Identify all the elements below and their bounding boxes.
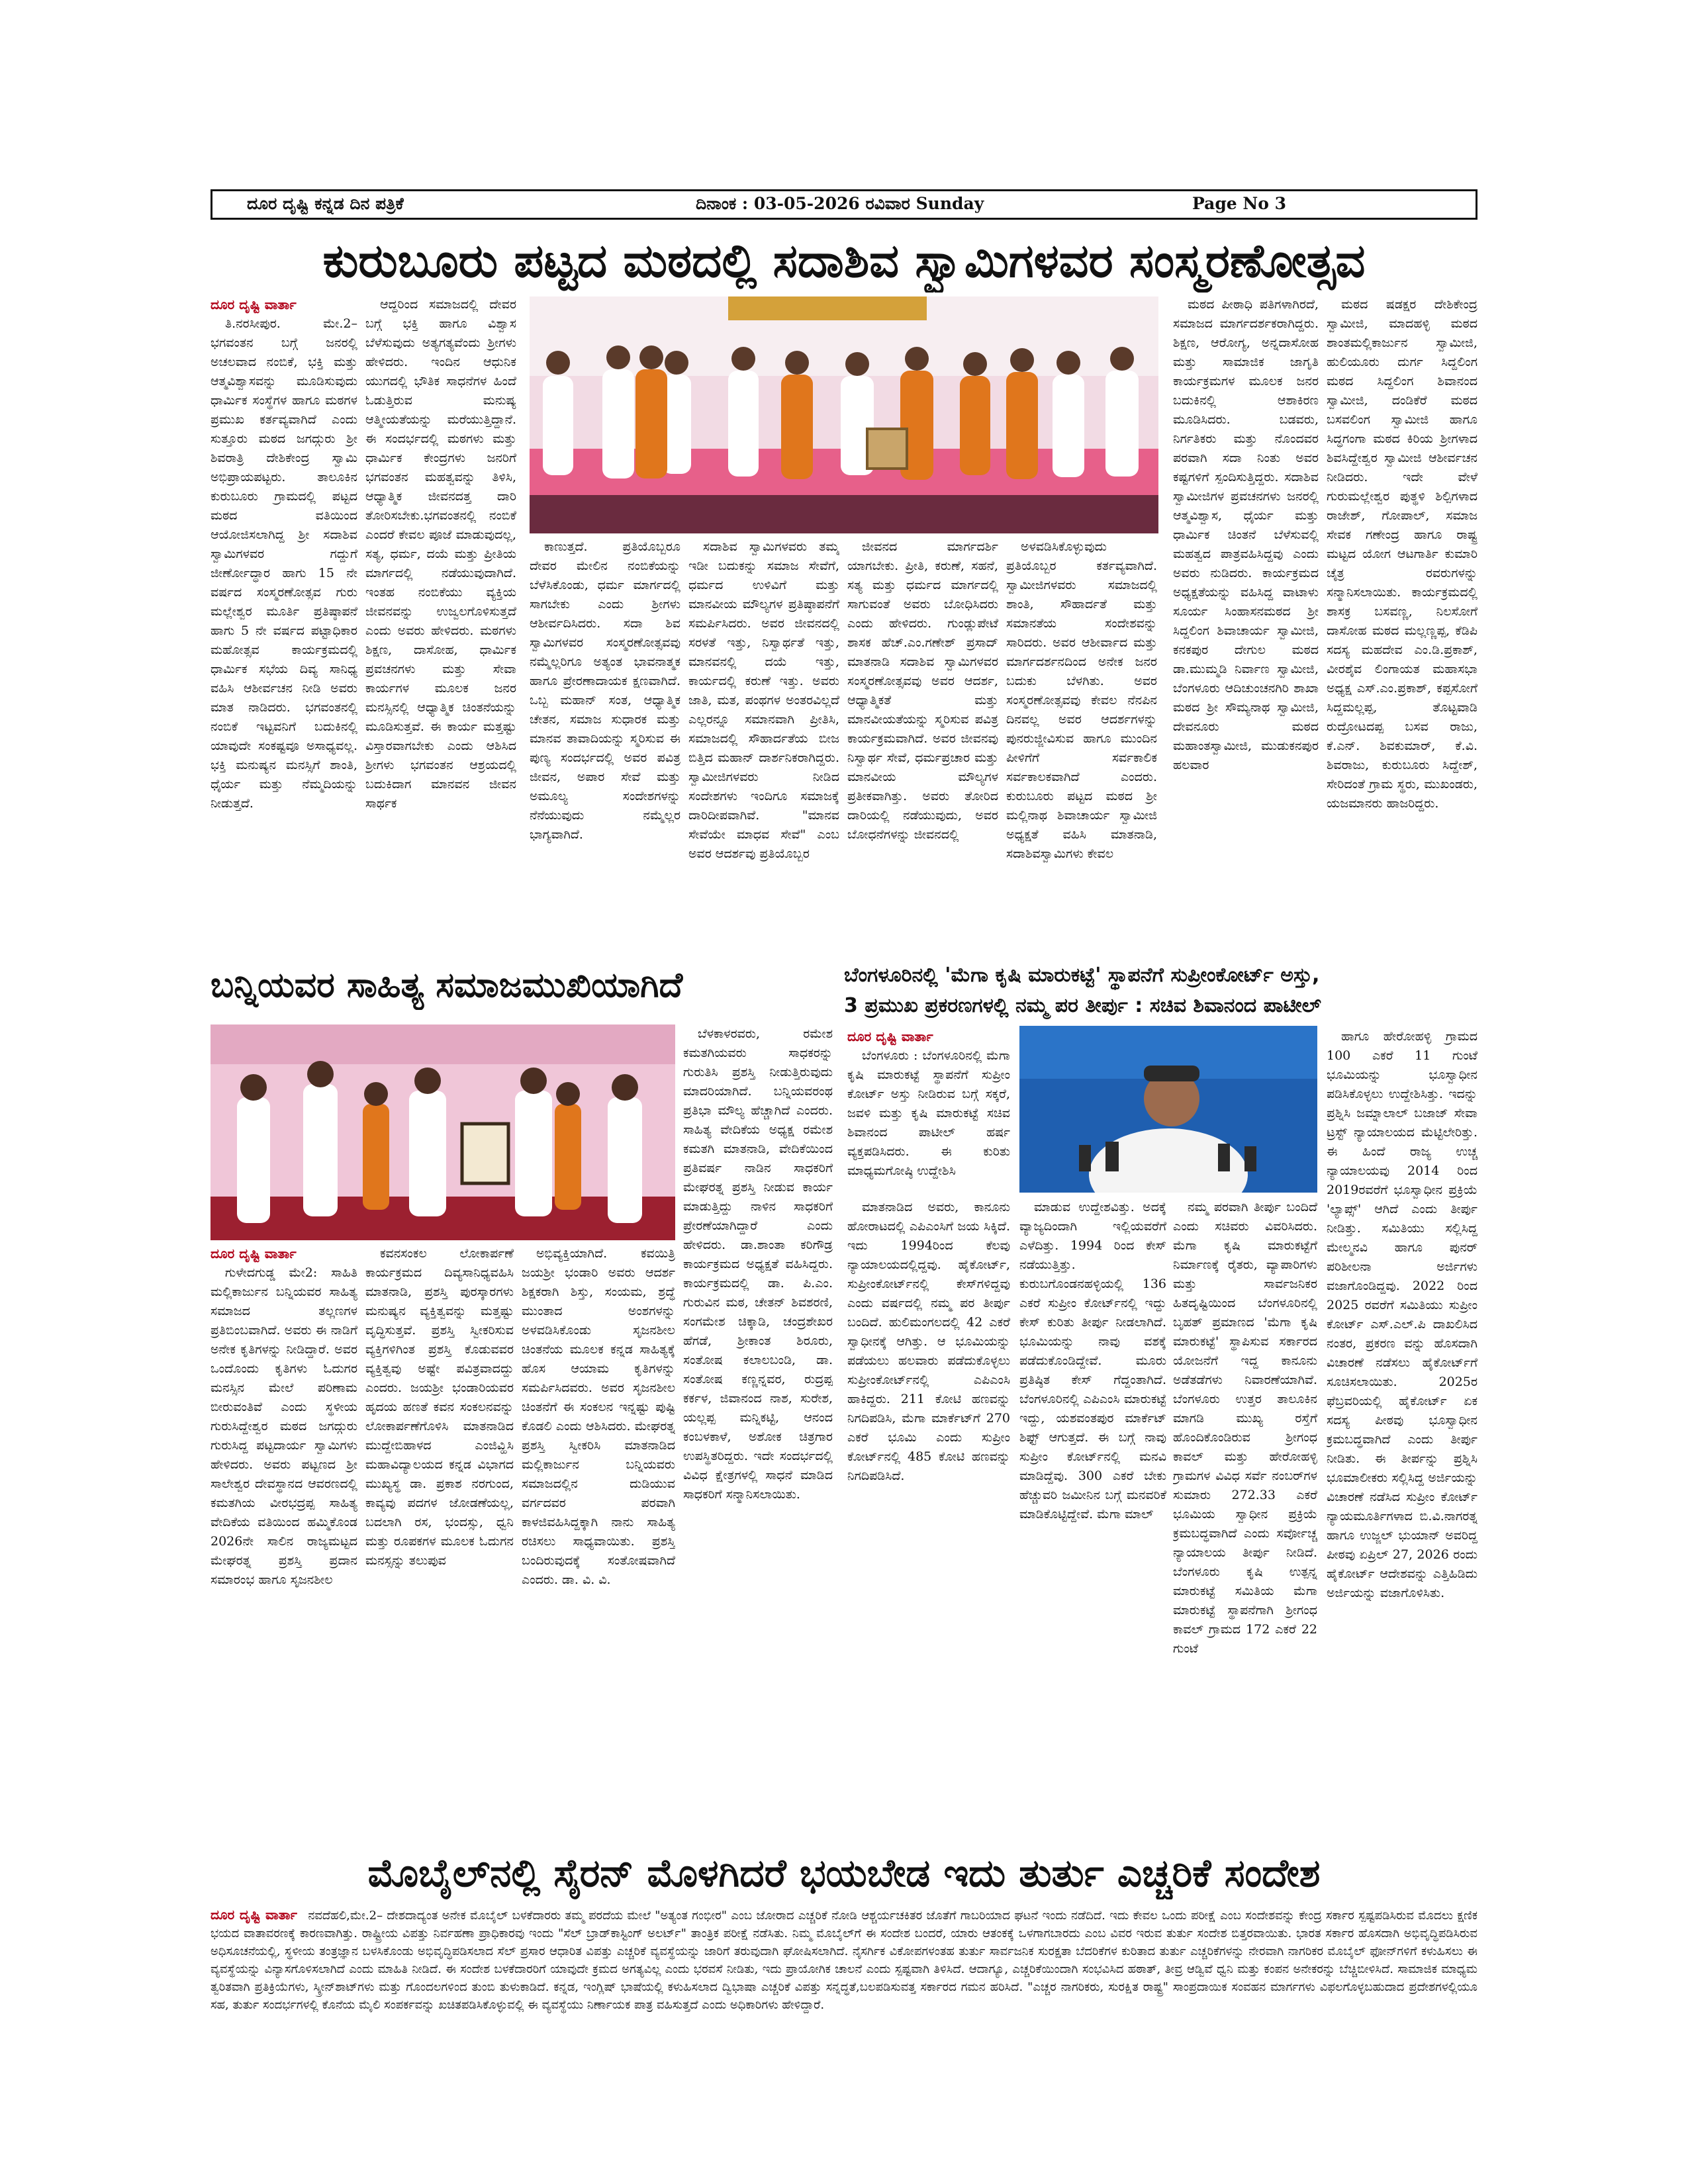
article3-column-2	[1019, 1198, 1166, 1833]
article3-column-3	[1173, 1198, 1317, 1833]
article3-column-1-top	[847, 1027, 1010, 1194]
article3-headline-line1: ಬೆಂಗಳೂರಿನಲ್ಲಿ 'ಮೆಗಾ ಕೃಷಿ ಮಾರುಕಟ್ಟೆ' ಸ್ಥಾಪನೆಗೆ ಸುಪ್ರೀಂಕೋರ್ಟ್ ಅಸ್ತು,	[844, 964, 1320, 987]
article3-headline-line2: 3 ಪ್ರಮುಖ ಪ್ರಕರಣಗಳಲ್ಲಿ ನಮ್ಮ ಪರ ತೀರ್ಪು : ಸಚಿವ ಶಿವಾನಂದ ಪಾಟೀಲ್	[844, 994, 1321, 1017]
article1-text-5: ಜೀವನದ ಮಾರ್ಗದರ್ಶಿ ಯಾಗಬೇಕು. ಪ್ರೀತಿ, ಕರುಣೆ, ಸಹನೆ, ಸತ್ಯ ಮತ್ತು ಧರ್ಮದ ಮಾರ್ಗದಲ್ಲಿ ಸಾಗುವಂತೆ ಅವರು ಬೋಧಿಸಿದರು ಎಂದು ಹೇಳಿದರು. ಗುಂಡ್ಲುಪೇಟೆ ಶಾಸಕ ಹೆಚ್.ಎಂ.ಗಣೇಶ್ ಪ್ರಸಾದ್ ಮಾತನಾಡಿ ಸದಾಶಿವ ಸ್ವಾಮಿಗಳವರ ಸಂಸ್ಮರಣೋತ್ಸವವು ಅವರ ಆದರ್ಶ, ಆಧ್ಯಾತ್ಮಿಕತೆ ಮತ್ತು ಮಾನವೀಯತೆಯನ್ನು ಸ್ಮರಿಸುವ ಪವಿತ್ರ ಕಾರ್ಯಕ್ರಮವಾಗಿದೆ. ಅವರ ಜೀವನವು ನಿಸ್ವಾರ್ಥ ಸೇವೆ, ಧರ್ಮಪ್ರಚಾರ ಮತ್ತು ಮಾನವೀಯ ಮೌಲ್ಯಗಳ ಪ್ರತೀಕವಾಗಿತ್ತು. ಅವರು ತೋರಿದ ದಾರಿಯಲ್ಲಿ ನಡೆಯುವುದು, ಅವರ ಬೋಧನೆಗಳನ್ನು ಜೀವನದಲ್ಲಿ	[847, 539, 998, 842]
article1-column-3	[530, 537, 680, 953]
article2-column-1	[211, 1244, 357, 1833]
article3-byline: ದೂರ ದೃಷ್ಟಿ ವಾರ್ತಾ	[847, 1028, 933, 1044]
press-meet-photo-graphic	[1019, 1026, 1317, 1193]
article3-text-4: ಹಾಗೂ ಹೇರೋಹಳ್ಳಿ ಗ್ರಾಮದ 100 ಎಕರೆ 11 ಗುಂಟೆ ಭೂಮಿಯನ್ನು ಭೂಸ್ವಾಧೀನ ಪಡಿಸಿಕೊಳ್ಳಲು ಉದ್ದೇಶಿಸಿತ್ತು. ಇದನ್ನು ಪ್ರಶ್ನಿಸಿ ಜಮ್ನಾಲಾಲ್ ಬಜಾಜ್ ಸೇವಾ ಟ್ರಸ್ಟ್ ನ್ಯಾಯಾಲಯದ ಮೆಟ್ಟಿಲೇರಿತ್ತು. ಈ ಹಿಂದೆ ರಾಜ್ಯ ಉಚ್ಚ ನ್ಯಾಯಾಲಯವು 2014 ರಿಂದ 2019ರವರೆಗೆ ಭೂಸ್ವಾಧೀನ ಪ್ರಕ್ರಿಯೆ 'ಲ್ಯಾಪ್ಸ್' ಆಗಿದೆ ಎಂದು ತೀರ್ಪು ನೀಡಿತ್ತು. ಸಮಿತಿಯು ಸಲ್ಲಿಸಿದ್ದ ಮೇಲ್ಮನವಿ ಹಾಗೂ ಪುನರ್ ಪರಿಶೀಲನಾ ಅರ್ಜಿಗಳು ವಜಾಗೊಂಡಿದ್ದವು. 2022 ರಿಂದ 2025 ರವರೆಗೆ ಸಮಿತಿಯು ಸುಪ್ರೀಂ ಕೋರ್ಟ್ ಎಸ್.ಎಲ್.ಪಿ ದಾಖಲಿಸಿದ ನಂತರ, ಪ್ರಕರಣ ವನ್ನು ಹೊಸದಾಗಿ ವಿಚಾರಣೆ ನಡೆಸಲು ಹೈಕೋರ್ಟ್‌ಗೆ ಸೂಚಿಸಲಾಯಿತು. 2025ರ ಫೆಬ್ರವರಿಯಲ್ಲಿ ಹೈಕೋರ್ಟ್ ಏಕ ಸದಸ್ಯ ಪೀಠವು ಭೂಸ್ವಾಧೀನ ಕ್ರಮಬದ್ಧವಾಗಿದೆ ಎಂದು ತೀರ್ಪು ನೀಡಿತು. ಈ ತೀರ್ಪನ್ನು ಪ್ರಶ್ನಿಸಿ ಭೂಮಾಲೀಕರು ಸಲ್ಲಿಸಿದ್ದ ಅರ್ಜಿಯನ್ನು ವಿಚಾರಣೆ ನಡೆಸಿದ ಸುಪ್ರೀಂ ಕೋರ್ಟ್ ನ್ಯಾಯಮೂರ್ತಿಗಳಾದ ಬಿ.ವಿ.ನಾಗರತ್ನ ಹಾಗೂ ಉಜ್ಜಲ್ ಭುಯಾನ್ ಅವರಿದ್ದ ಪೀಠವು ಏಪ್ರಿಲ್ 27, 2026 ರಂದು ಹೈಕೋರ್ಟ್ ಆದೇಶವನ್ನು ಎತ್ತಿಹಿಡಿದು ಅರ್ಜಿಯನ್ನು ವಜಾಗೊಳಿಸಿತು.	[1327, 1029, 1477, 1600]
article1-column-7	[1173, 295, 1319, 953]
paper-name: ದೂರ ದೃಷ್ಟಿ ಕನ್ನಡ ದಿನ ಪತ್ರಿಕೆ	[247, 194, 404, 213]
award-photo-graphic	[211, 1024, 675, 1240]
masthead-bar	[211, 189, 1477, 220]
article4-text: ನವದೆಹಲಿ,ಮೇ.2– ದೇಶದಾದ್ಯಂತ ಅನೇಕ ಮೊಬೈಲ್ ಬಳಕೆದಾರರು ತಮ್ಮ ಪರದೆಯ ಮೇಲೆ "ಅತ್ಯಂತ ಗಂಭೀರ" ಎಂಬ ಜೋರಾದ ಎಚ್ಚರಿಕೆ ನೋಡಿ ಆಶ್ಚರ್ಯಚಕಿತರ ಜೊತೆಗೆ ಗಾಬರಿಯಾದ ಘಟನೆ ಇಂದು ನಡೆದಿದೆ. ಇದು ಕೇವಲ ಒಂದು ಪರೀಕ್ಷೆ ಎಂಬ ಸಂದೇಶವನ್ನು ಕೇಂದ್ರ ಸರ್ಕಾರ ಸ್ಪಷ್ಟಪಡಿಸಿರುವ ಮೊದಲು ಕ್ಷಣಿಕ ಭಯದ ವಾತಾವರಣಕ್ಕೆ ಕಾರಣವಾಗಿತ್ತು. ರಾಷ್ಟ್ರೀಯ ವಿಪತ್ತು ನಿರ್ವಹಣಾ ಪ್ರಾಧಿಕಾರವು ಇಂದು "ಸೆಲ್ ಬ್ರಾಡ್‌ಕಾಸ್ಟಿಂಗ್ ಅಲರ್ಟ್" ತಾಂತ್ರಿಕ ಪರೀಕ್ಷೆ ನಡೆಸಿತು. ನಿಮ್ಮ ಮೊಬೈಲ್‌ಗೆ ಈ ಸಂದೇಶ ಬಂದರೆ, ಯಾರು ಆತಂಕಕ್ಕೆ ಒಳಗಾಗಬಾರದು ಎಂಬ ವಿವರ ಇರುವ ತುರ್ತು ಸಂದೇಶ ಬಿತ್ತರವಾಯಿತು. ಭಾರತ ಸರ್ಕಾರ ಹೊಸದಾಗಿ ಅಭಿವೃದ್ಧಿಪಡಿಸಿರುವ ಅಧಿಸೂಚನೆಯಲ್ಲಿ, ಸ್ಥಳೀಯ ತಂತ್ರಜ್ಞಾನ ಬಳಸಿಕೊಂಡು ಅಭಿವೃದ್ಧಿಪಡಿಸಲಾದ ಸೆಲ್ ಪ್ರಸಾರ ಆಧಾರಿತ ವಿಪತ್ತು ಎಚ್ಚರಿಕೆ ವ್ಯವಸ್ಥೆಯನ್ನು ಜಾರಿಗೆ ತರುವುದಾಗಿ ಘೋಷಿಸಲಾಗಿದೆ. ನೈಸರ್ಗಿಕ ವಿಕೋಪಗಳಂತಹ ತುರ್ತು ಸಾರ್ವಜನಿಕ ಸುರಕ್ಷತಾ ಬೆದರಿಕೆಗಳ ಕುರಿತಾದ ತುರ್ತು ಎಚ್ಚರಿಕೆಗಳನ್ನು ನೇರವಾಗಿ ನಾಗರಿಕರ ಮೊಬೈಲ್ ಫೋನ್‌ಗಳಿಗೆ ಕಳುಹಿಸಲು ಈ ವ್ಯವಸ್ಥೆಯನ್ನು ವಿನ್ಯಾಸಗೊಳಿಸಲಾಗಿದೆ ಎಂದು ಮಾಹಿತಿ ನೀಡಿದೆ. ಈ ಸಂದೇಶ ಬಳಕೆದಾರರಿಗೆ ಯಾವುದೇ ಕ್ರಮದ ಅಗತ್ಯವಿಲ್ಲ ಎಂದು ಭರವಸೆ ನೀಡಿತು, ಇದು ಪ್ರಾಯೋಗಿಕ ಚಾಲನೆ ಎಂದು ಸ್ಪಷ್ಟವಾಗಿ ತಿಳಿಸಿದೆ. ಆದಾಗ್ಯೂ, ಎಚ್ಚರಿಕೆಯಿಂದಾಗಿ ಸಂಭವಿಸಿದ ಹಠಾತ್, ತೀವ್ರ ಆಡ್ವಿವೆ ಧ್ವನಿ ಮತ್ತು ಕಂಪನ ಅನೇಕರನ್ನು ಬೆಚ್ಚಿಬೀಳಿಸಿದೆ. ಸಾಮಾಜಿಕ ಮಾಧ್ಯಮ ತ್ವರಿತವಾಗಿ ಪ್ರತಿಕ್ರಿಯೆಗಳು, ಸ್ಕ್ರೀನ್‌ಶಾಟ್‌ಗಳು ಮತ್ತು ಗೊಂದಲಗಳಿಂದ ತುಂಬಿ ತುಳುಕಾಡಿದೆ. ಕನ್ನಡ, ಇಂಗ್ಲಿಷ್ ಭಾಷೆಯಲ್ಲಿ ಕಳುಹಿಸಲಾದ ದ್ವಿಭಾಷಾ ಎಚ್ಚರಿಕೆ ವಿಪತ್ತು ಸನ್ನದ್ಧತೆ,ಬಲಪಡಿಸುವತ್ತ ಸರ್ಕಾರದ ಗಮನ ಹರಿಸಿದೆ. "ಎಚ್ಚರ ನಾಗರಿಕರು, ಸುರಕ್ಷಿತ ರಾಷ್ಟ್ರ" ಸಾಂಪ್ರದಾಯಿಕ ಸಂವಹನ ಮಾರ್ಗಗಳು ವಿಫಲಗೊಳ್ಳಬಹುದಾದ ಪ್ರದೇಶಗಳಲ್ಲಿಯೂ ಸಹ, ತುರ್ತು ಸಂದರ್ಭಗಳಲ್ಲಿ ಕೊನೆಯ ಮೈಲಿ ಸಂಪರ್ಕವನ್ನು ಖಚಿತಪಡಿಸಿಕೊಳ್ಳುವಲ್ಲಿ ಈ ವ್ಯವಸ್ಥೆಯು ನಿರ್ಣಾಯಕ ಪಾತ್ರ ವಹಿಸುತ್ತದೆ ಎಂದು ಅಧಿಕಾರಿಗಳು ಹೇಳಿದ್ದಾರೆ.	[211, 1909, 1477, 2012]
article4-byline: ದೂರ ದೃಷ್ಟಿ ವಾರ್ತಾ	[211, 1907, 297, 1923]
award-photo	[211, 1024, 675, 1240]
article2-column-4	[683, 1024, 833, 1833]
article1-text-6: ಅಳವಡಿಸಿಕೊಳ್ಳುವುದು ಪ್ರತಿಯೊಬ್ಬರ ಕರ್ತವ್ಯವಾಗಿದೆ. ಸ್ವಾಮೀಜಿಗಳವರು ಸಮಾಜದಲ್ಲಿ ಶಾಂತಿ, ಸೌಹಾರ್ದತೆ ಮತ್ತು ಸಮಾನತೆಯ ಸಂದೇಶವನ್ನು ಸಾರಿದರು. ಅವರ ಆಶೀರ್ವಾದ ಮತ್ತು ಮಾರ್ಗದರ್ಶನದಿಂದ ಅನೇಕ ಜನರ ಬದುಕು ಬೆಳಗಿತು. ಅವರ ಸಂಸ್ಮರಣೋತ್ಸವವು ಕೇವಲ ನೆನಪಿನ ದಿನವಲ್ಲ ಅವರ ಆದರ್ಶಗಳನ್ನು ಪುನರುಜ್ಜೀವಿಸುವ ಹಾಗೂ ಮುಂದಿನ ಪೀಳಿಗೆಗೆ ಸರ್ವಕಾಲಿಕ ಸರ್ವಕಾಲಕವಾಗಿದೆ ಎಂದರು. ಕುರುಬೂರು ಪಟ್ಟದ ಮಠದ ಶ್ರೀ ಮಲ್ಲಿನಾಥ ಶಿವಾಚಾರ್ಯ ಸ್ವಾಮೀಜಿ ಅಧ್ಯಕ್ಷತೆ ವಹಿಸಿ ಮಾತನಾಡಿ, ಸದಾಶಿವಸ್ವಾಮಿಗಳು ಕೇವಲ	[1006, 539, 1157, 861]
article1-column-2	[365, 295, 516, 953]
article1-text-1: ತಿ.ನರಸೀಪುರ. ಮೇ.2– ಭಗವಂತನ ಬಗ್ಗೆ ಜನರಲ್ಲಿ ಅಚಲವಾದ ನಂಬಿಕೆ, ಭಕ್ತಿ ಮತ್ತು ಆತ್ಮವಿಶ್ವಾಸವನ್ನು ಮೂಡಿಸುವುದು ಧಾರ್ಮಿಕ ಸಂಸ್ಥೆಗಳ ಹಾಗೂ ಮಠಗಳ ಪ್ರಮುಖ ಕರ್ತವ್ಯವಾಗಿದೆ ಎಂದು ಸುತ್ತೂರು ಮಠದ ಜಗದ್ಗುರು ಶ್ರೀ ಶಿವರಾತ್ರಿ ದೇಶಿಕೇಂದ್ರ ಸ್ವಾಮಿ ಅಭಿಪ್ರಾಯಪಟ್ಟರು. ತಾಲೂಕಿನ ಕುರುಬೂರು ಗ್ರಾಮದಲ್ಲಿ ಪಟ್ಟದ ಮಠದ ವತಿಯಿಂದ ಆಯೋಜಿಸಲಾಗಿದ್ದ ಶ್ರೀ ಸದಾಶಿವ ಸ್ವಾಮಿಗಳವರ ಗದ್ದುಗೆ ಜೀರ್ಣೋದ್ಧಾರ ಹಾಗು 15 ನೇ ವರ್ಷದ ಸಂಸ್ಮರಣೋತ್ಸವ ಗುರು ಮಲ್ಲೇಶ್ವರ ಮೂರ್ತಿ ಪ್ರತಿಷ್ಠಾಪನೆ ಹಾಗು 5 ನೇ ವರ್ಷದ ಪಟ್ಟಾಧಿಕಾರ ಮಹೋತ್ಸವ ಕಾರ್ಯಕ್ರಮದಲ್ಲಿ ಧಾರ್ಮಿಕ ಸಭೆಯ ದಿವ್ಯ ಸಾನಿಧ್ಯ ವಹಿಸಿ ಆಶೀರ್ವಚನ ನೀಡಿ ಅವರು ಮಾತ ನಾಡಿದರು. ಭಗವಂತನಲ್ಲಿ ನಂಬಿಕೆ ಇಟ್ಟವನಿಗೆ ಬದುಕಿನಲ್ಲಿ ಯಾವುದೇ ಸಂಕಷ್ಟವೂ ಅಸಾಧ್ಯವಲ್ಲ. ಭಕ್ತಿ ಮನುಷ್ಯನ ಮನಸ್ಸಿಗೆ ಶಾಂತಿ, ಧೈರ್ಯ ಮತ್ತು ನೆಮ್ಮದಿಯನ್ನು ನೀಡುತ್ತದೆ.	[211, 316, 357, 811]
article4-headline: ಮೊಬೈಲ್‌ನಲ್ಲಿ ಸೈರನ್ ಮೊಳಗಿದರೆ ಭಯಬೇಡ ಇದು ತುರ್ತು ಎಚ್ಚರಿಕೆ ಸಂದೇಶ	[367, 1850, 1321, 1895]
event-photo-graphic	[530, 296, 1158, 533]
article1-text-7: ಮಠದ ಪೀಠಾಧಿ ಪತಿಗಳಾಗಿರದೆ, ಸಮಾಜದ ಮಾರ್ಗದರ್ಶಕರಾಗಿದ್ದರು. ಶಿಕ್ಷಣ, ಆರೋಗ್ಯ, ಅನ್ನದಾಸೋಹ ಮತ್ತು ಸಾಮಾಜಿಕ ಜಾಗೃತಿ ಕಾರ್ಯಕ್ರಮಗಳ ಮೂಲಕ ಜನರ ಬದುಕಿನಲ್ಲಿ ಆಶಾಕಿರಣ ಮೂಡಿಸಿದರು. ಬಡವರು, ನಿರ್ಗತಿಕರು ಮತ್ತು ನೊಂದವರ ಪರವಾಗಿ ಸದಾ ನಿಂತು ಅವರ ಕಷ್ಟಗಳಿಗೆ ಸ್ಪಂದಿಸುತ್ತಿದ್ದರು. ಸದಾಶಿವ ಸ್ವಾಮೀಜಿಗಳ ಪ್ರವಚನಗಳು ಜನರಲ್ಲಿ ಆತ್ಮವಿಶ್ವಾಸ, ಧೈರ್ಯ ಮತ್ತು ಧಾರ್ಮಿಕ ಚಿಂತನೆ ಬೆಳೆಸುವಲ್ಲಿ ಮಹತ್ವದ ಪಾತ್ರವಹಿಸಿದ್ದವು ಎಂದು ಅವರು ನುಡಿದರು. ಕಾರ್ಯಕ್ರಮದ ಅಧ್ಯಕ್ಷತೆಯನ್ನು ವಹಿಸಿದ್ದ ವಾಟಾಳು ಸೂರ್ಯ ಸಿಂಹಾಸನಮಠದ ಶ್ರೀ ಸಿದ್ದಲಿಂಗ ಶಿವಾಚಾರ್ಯ ಸ್ವಾಮೀಜಿ, ಕನಕಪುರ ದೇಗುಲ ಮಠದ ಡಾ.ಮುಮ್ಮಡಿ ನಿರ್ವಾಣ ಸ್ವಾಮೀಜಿ, ಬೆಂಗಳೂರು ಆದಿಚುಂಚನಗಿರಿ ಶಾಖಾ ಮಠದ ಶ್ರೀ ಸೌಮ್ಯನಾಥ ಸ್ವಾಮೀಜಿ, ದೇವನೂರು ಮಠದ ಮಹಾಂತಸ್ವಾಮೀಜಿ, ಮುಡುಕನಪುರ ಹಲವಾರ	[1173, 297, 1319, 772]
article1-column-1	[211, 295, 357, 953]
event-photo	[530, 296, 1158, 533]
article1-headline: ಕುರುಬೂರು ಪಟ್ಟದ ಮಠದಲ್ಲಿ ಸದಾಶಿವ ಸ್ವಾಮಿಗಳವರ ಸಂಸ್ಮರಣೋತ್ಸವ	[322, 234, 1366, 288]
article3-column-1	[847, 1198, 1010, 1833]
article1-text-4: ಸದಾಶಿವ ಸ್ವಾಮಿಗಳವರು ತಮ್ಮ ಇಡೀ ಬದುಕನ್ನು ಸಮಾಜ ಸೇವೆಗೆ, ಧರ್ಮದ ಉಳಿವಿಗೆ ಮತ್ತು ಮಾನವೀಯ ಮೌಲ್ಯಗಳ ಪ್ರತಿಷ್ಠಾಪನೆಗೆ ಸಮರ್ಪಿಸಿದರು. ಅವರ ಜೀವನದಲ್ಲಿ ಸರಳತೆ ಇತ್ತು, ನಿಸ್ವಾರ್ಥತೆ ಇತ್ತು, ಮಾನವನಲ್ಲಿ ದಯೆ ಇತ್ತು, ಕಾರ್ಯದಲ್ಲಿ ಕರುಣೆ ಇತ್ತು. ಅವರು ಜಾತಿ, ಮತ, ಪಂಥಗಳ ಅಂತರವಿಲ್ಲದೆ ಎಲ್ಲರನ್ನೂ ಸಮಾನವಾಗಿ ಪ್ರೀತಿಸಿ, ಸಮಾಜದಲ್ಲಿ ಸೌಹಾರ್ದತೆಯ ಬೀಜ ಬಿತ್ತಿದ ಮಹಾನ್ ದಾರ್ಶನಿಕರಾಗಿದ್ದರು. ಸ್ವಾಮೀಜಿಗಳವರು ನೀಡಿದ ಸಂದೇಶಗಳು ಇಂದಿಗೂ ಸಮಾಜಕ್ಕೆ ದಾರಿದೀಪವಾಗಿವೆ. "ಮಾನವ ಸೇವೆಯೇ ಮಾಧವ ಸೇವೆ" ಎಂಬ ಅವರ ಆದರ್ಶವು ಪ್ರತಿಯೊಬ್ಬರ	[688, 539, 839, 861]
article2-column-3	[522, 1244, 675, 1833]
article1-column-6	[1006, 537, 1157, 953]
article2-column-2	[365, 1244, 514, 1833]
article3-text-3: ನಮ್ಮ ಪರವಾಗಿ ತೀರ್ಪು ಬಂದಿದೆ ಎಂದು ಸಚಿವರು ವಿವರಿಸಿದರು. ಮೆಗಾ ಕೃಷಿ ಮಾರುಕಟ್ಟೆಗೆ ನಿರ್ಮಾಣಕ್ಕೆ ರೈತರು, ವ್ಯಾಪಾರಿಗಳು ಮತ್ತು ಸಾರ್ವಜನಿಕರ ಹಿತದೃಷ್ಟಿಯಿಂದ ಬೆಂಗಳೂರಿನಲ್ಲಿ ಬೃಹತ್ ಪ್ರಮಾಣದ 'ಮೆಗಾ ಕೃಷಿ ಮಾರುಕಟ್ಟೆ' ಸ್ಥಾಪಿಸುವ ಸರ್ಕಾರದ ಯೋಜನೆಗೆ ಇದ್ದ ಕಾನೂನು ಅಡೆತಡೆಗಳು ನಿವಾರಣೆಯಾಗಿವೆ. ಬೆಂಗಳೂರು ಉತ್ತರ ತಾಲೂಕಿನ ಮಾಗಡಿ ಮುಖ್ಯ ರಸ್ತೆಗೆ ಹೊಂದಿಕೊಂಡಿರುವ ಶ್ರೀಗಂಧ ಕಾವಲ್ ಮತ್ತು ಹೇರೋಹಳ್ಳಿ ಗ್ರಾಮಗಳ ವಿವಿಧ ಸರ್ವೆ ನಂಬರ್‌ಗಳ ಸುಮಾರು 272.33 ಎಕರೆ ಭೂಮಿಯ ಸ್ವಾಧೀನ ಪ್ರಕ್ರಿಯೆ ಕ್ರಮಬದ್ಧವಾಗಿದೆ ಎಂದು ಸರ್ವೋಚ್ಚ ನ್ಯಾಯಾಲಯ ತೀರ್ಪು ನೀಡಿದೆ. ಬೆಂಗಳೂರು ಕೃಷಿ ಉತ್ಪನ್ನ ಮಾರುಕಟ್ಟೆ ಸಮಿತಿಯ ಮೆಗಾ ಮಾರುಕಟ್ಟೆ ಸ್ಥಾಪನೆಗಾಗಿ ಶ್ರೀಗಂಧ ಕಾವಲ್ ಗ್ರಾಮದ 172 ಎಕರೆ 22 ಗುಂಟೆ	[1173, 1200, 1317, 1656]
article3-text-2: ಮಾಡುವ ಉದ್ದೇಶವಿತ್ತು. ಅದಕ್ಕೆ ವ್ಯಾಜ್ಯದಿಂದಾಗಿ ಇಲ್ಲಿಯವರೆಗೆ ಎಳೆದಿತ್ತು. 1994 ರಿಂದ ಕೇಸ್ ನಡೆಯುತ್ತಿತ್ತು. ಕುರುಬಗೊಂಡನಹಳ್ಳಿಯಲ್ಲಿ 136 ಎಕರೆ ಸುಪ್ರೀಂ ಕೋರ್ಟ್‌ನಲ್ಲಿ ಇದ್ದು ಕೇಸ್‌ ಕುರಿತು ತೀರ್ಪು ನೀಡಲಾಗಿದೆ. ಭೂಮಿಯನ್ನು ನಾವು ವಶಕ್ಕೆ ಪಡೆದುಕೊಂಡಿದ್ದೇವೆ. ಮೂರು ಪ್ರತಿಷ್ಠಿತ ಕೇಸ್ ಗೆದ್ದಂತಾಗಿದೆ. ಬೆಂಗಳೂರಿನಲ್ಲಿ ಎಪಿಎಂಸಿ ಮಾರುಕಟ್ಟೆ ಇದ್ದು, ಯಶವಂತಪುರ ಮಾರ್ಕೆಟ್ ಶಿಫ್ಟ್ ಆಗುತ್ತದೆ. ಈ ಬಗ್ಗೆ ನಾವು ಸುಪ್ರೀಂ ಕೋರ್ಟ್‌ನಲ್ಲಿ ಮನವಿ ಮಾಡಿದ್ದೆವು. 300 ಎಕರೆ ಬೇಕು ಹೆಚ್ಚುವರಿ ಜಮೀನಿನ ಬಗ್ಗೆ ಮನವರಿಕೆ ಮಾಡಿಕೊಟ್ಟಿದ್ದೇವೆ. ಮೆಗಾ ಮಾಲ್	[1019, 1200, 1166, 1522]
press-meet-photo	[1019, 1026, 1317, 1193]
article1-byline: ದೂರ ದೃಷ್ಟಿ ವಾರ್ತಾ	[211, 296, 297, 312]
article1-column-8	[1327, 295, 1477, 953]
article1-text-8: ಮಠದ ಷಡಕ್ಷರ ದೇಶಿಕೇಂದ್ರ ಸ್ವಾಮೀಜಿ, ಮಾದಹಳ್ಳಿ ಮಠದ ಶಾಂತಮಲ್ಲಿಕಾರ್ಜುನ ಸ್ವಾಮೀಜಿ, ಹುಲಿಯೂರು ದುರ್ಗ ಸಿದ್ದಲಿಂಗ ಮಠದ ಸಿದ್ದಲಿಂಗ ಶಿವಾನಂದ ಸ್ವಾಮೀಜಿ, ದಂಡಿಕೆರೆ ಮಠದ ಬಸವಲಿಂಗ ಸ್ವಾಮೀಜಿ ಹಾಗೂ ಸಿದ್ಧಗಂಗಾ ಮಠದ ಕಿರಿಯ ಶ್ರೀಗಳಾದ ಶಿವಸಿದ್ದೇಶ್ವರ ಸ್ವಾಮೀಜಿ ಆಶೀರ್ವಚನ ನೀಡಿದರು. ಇದೇ ವೇಳೆ ಗುರುಮಲ್ಲೇಶ್ವರ ಪುತ್ಥಳಿ ಶಿಲ್ಪಿಗಳಾದ ರಾಜೇಶ್, ಗೋಪಾಲ್, ಸಮಾಜ ಸೇವಕ ಗಣೇಂದ್ರ ಹಾಗೂ ರಾಷ್ಟ್ರ ಮಟ್ಟದ ಯೋಗ ಆಟಗಾರ್ತಿ ಕುಮಾರಿ ಚೈತ್ರ ರವರುಗಳನ್ನು ಸನ್ಮಾನಿಸಲಾಯಿತು. ಕಾರ್ಯಕ್ರಮದಲ್ಲಿ ಶಾಸಕ್ರ ಬಸವಣ್ಣ, ನಿಲಸೋಗೆ ದಾಸೋಹ ಮಠದ ಮಲ್ಲಣ್ಣಪ್ಪ, ಕೆಡಿಪಿ ಸದಸ್ಯ ಮಹದೇವ ಎಂ.ಡಿ.ಪ್ರಕಾಶ್, ವೀರಶೈವ ಲಿಂಗಾಯತ ಮಹಾಸಭಾ ಅಧ್ಯಕ್ಷ ಎಸ್.ಎಂ.ಪ್ರಕಾಶ್, ಕಪ್ಪಸೋಗೆ ಸಿದ್ದಮಲ್ಲಪ್ಪ, ತೊಟ್ಟವಾಡಿ ರುದ್ರೋಟದಪ್ಪ ಬಸವ ರಾಜು, ಕೆ.ಎನ್. ಶಿವಕುಮಾರ್, ಕೆ.ವಿ. ಶಿವರಾಜು, ಕುರುಬೂರು ಸಿದ್ದೇಶ್, ಸೇರಿದಂತೆ ಗ್ರಾಮ ಸ್ಥರು, ಮುಖಂಡರು, ಯಜಮಾನರು ಹಾಜರಿದ್ದರು.	[1327, 297, 1477, 811]
article2-text-3: ಅಭಿವ್ಯಕ್ತಿಯಾಗಿದೆ. ಕವಯಿತ್ರಿ ಜಯಶ್ರೀ ಭಂಡಾರಿ ಅವರು ಆದರ್ಶ ಶಿಕ್ಷಕರಾಗಿ ಶಿಸ್ತು, ಸಂಯಮ, ಶ್ರದ್ಧೆ ಮುಂತಾದ ಅಂಶಗಳನ್ನು ಅಳವಡಿಸಿಕೊಂಡು ಸೃಜನಶೀಲ ಚಿಂತನೆಯ ಮೂಲಕ ಕನ್ನಡ ಸಾಹಿತ್ಯಕ್ಕೆ ಹೊಸ ಆಯಾಮ ಕೃತಿಗಳನ್ನು ಸಮರ್ಪಿಸಿದವರು. ಅವರ ಸೃಜನಶೀಲ ಚಿಂತನೆಗೆ ಈ ಸಂಕಲನ ಇನ್ನಷ್ಟು ಪುಷ್ಟಿ ಕೊಡಲಿ ಎಂದು ಆಶಿಸಿದರು. ಮೇಘರತ್ನ ಪ್ರಶಸ್ತಿ ಸ್ವೀಕರಿಸಿ ಮಾತನಾಡಿದ ಮಲ್ಲಿಕಾರ್ಜುನ ಬನ್ನಿಯವರು ಸಮಾಜದಲ್ಲಿನ ದುಡಿಯುವ ವರ್ಗದವರ ಪರವಾಗಿ ಕಾಳಜಿವಹಿಸಿದ್ದಕ್ಕಾಗಿ ನಾನು ಸಾಹಿತ್ಯ ರಚಿಸಲು ಸಾಧ್ಯವಾಯಿತು. ಪ್ರಶಸ್ತಿ ಬಂದಿರುವುದಕ್ಕೆ ಸಂತೋಷವಾಗಿದೆ ಎಂದರು. ಡಾ. ವಿ. ವಿ.	[522, 1246, 675, 1587]
article4-body	[211, 1906, 1477, 2085]
article2-byline: ದೂರ ದೃಷ್ಟಿ ವಾರ್ತಾ	[211, 1246, 297, 1261]
page-number: Page No 3	[1192, 194, 1287, 213]
article2-text-1: ಗುಳೇದಗುಡ್ಡ ಮೇ2: ಸಾಹಿತಿ ಮಲ್ಲಿಕಾರ್ಜುನ ಬನ್ನಿಯವರ ಸಾಹಿತ್ಯ ಸಮಾಜದ ತಲ್ಲಣಗಳ ಪ್ರತಿಬಿಂಬವಾಗಿದೆ. ಅವರು ಈ ನಾಡಿಗೆ ಅನೇಕ ಕೃತಿಗಳನ್ನು ನೀಡಿದ್ದಾರೆ. ಅವರ ಒಂದೊಂದು ಕೃತಿಗಳು ಓದುಗರ ಮನಸ್ಸಿನ ಮೇಲೆ ಪರಿಣಾಮ ಬೀರುವಂತಿವೆ ಎಂದು ಸ್ಥಳೀಯ ಗುರುಸಿದ್ದೇಶ್ವರ ಮಠದ ಜಗದ್ಗುರು ಗುರುಸಿದ್ದ ಪಟ್ಟದಾರ್ಯ ಸ್ವಾಮಿಗಳು ಹೇಳಿದರು. ಅವರು ಪಟ್ಟಣದ ಶ್ರೀ ಸಾಲೇಶ್ವರ ದೇವಸ್ಥಾನದ ಆವರಣದಲ್ಲಿ ಕಮತಗಿಯ ವೀರಭದ್ರಪ್ಪ ಸಾಹಿತ್ಯ ವೇದಿಕೆಯ ವತಿಯಿಂದ ಹಮ್ಮಿಕೊಂಡ 2026ನೇ ಸಾಲಿನ ರಾಜ್ಯಮಟ್ಟದ ಮೇಘರತ್ನ ಪ್ರಶಸ್ತಿ ಪ್ರದಾನ ಸಮಾರಂಭ ಹಾಗೂ ಸೃಜನಶೀಲ	[211, 1265, 357, 1587]
issue-date: ದಿನಾಂಕ : 03-05-2026 ರವಿವಾರ Sunday	[696, 194, 984, 213]
article3-text-1a: ಬೆಂಗಳೂರು : ಬೆಂಗಳೂರಿನಲ್ಲಿ ಮೆಗಾ ಕೃಷಿ ಮಾರುಕಟ್ಟೆ ಸ್ಥಾಪನೆಗೆ ಸುಪ್ರೀಂ ಕೋರ್ಟ್ ಅಸ್ತು ನೀಡಿರುವ ಬಗ್ಗೆ ಸಕ್ಕರೆ, ಜವಳಿ ಮತ್ತು ಕೃಷಿ ಮಾರುಕಟ್ಟೆ ಸಚಿವ ಶಿವಾನಂದ ಪಾಟೀಲ್ ಹರ್ಷ ವ್ಯಕ್ತಪಡಿಸಿದರು. ಈ ಕುರಿತು ಮಾಧ್ಯಮಗೋಷ್ಠಿ ಉದ್ದೇಶಿಸಿ	[847, 1048, 1010, 1178]
article2-text-4: ಬೆಳಕಾಳರವರು, ರಮೇಶ ಕಮತಗಿಯವರು ಸಾಧಕರನ್ನು ಗುರುತಿಸಿ ಪ್ರಶಸ್ತಿ ನೀಡುತ್ತಿರುವುದು ಮಾದರಿಯಾಗಿದೆ. ಬನ್ನಿಯವರಂಥ ಪ್ರತಿಭಾ ಮೌಲ್ಯ ಹೆಚ್ಚಾಗಿದೆ ಎಂದರು. ಸಾಹಿತ್ಯ ವೇದಿಕೆಯ ಅಧ್ಯಕ್ಷ ರಮೇಶ ಕಮತಗಿ ಮಾತನಾಡಿ, ವೇದಿಕೆಯಿಂದ ಪ್ರತಿವರ್ಷ ನಾಡಿನ ಸಾಧಕರಿಗೆ ಮೇಘರತ್ನ ಪ್ರಶಸ್ತಿ ನೀಡುವ ಕಾರ್ಯ ಮಾಡುತ್ತಿದ್ದು ನಾಳಿನ ಸಾಧಕರಿಗೆ ಪ್ರೇರಣೆಯಾಗಿದ್ದಾರೆ ಎಂದು ಹೇಳಿದರು. ಡಾ.ಶಾಂತಾ ಕರಿಗೌಡ್ರ ಕಾರ್ಯಕ್ರಮದ ಅಧ್ಯಕ್ಷತೆ ವಹಿಸಿದ್ದರು. ಕಾರ್ಯಕ್ರಮದಲ್ಲಿ ಡಾ. ಪಿ.ಎಂ. ಗುರುವಿನ ಮಠ, ಚೇತನ್ ಶಿವಶರಣಿ, ಸಂಗಮೇಶ ಚಿಕ್ಕಾಡಿ, ಚಂದ್ರಶೇಖರ ಹೆಗಡೆ, ಶ್ರೀಕಾಂತ ಶಿರೂರು, ಸಂತೋಷ ಕಲಾಲಬಂಡಿ, ಡಾ. ಸಂತೋಷ ಕಣ್ಣನ್ನವರ, ರುದ್ರಪ್ಪ ಕರ್ಕಳ, ಜಿವಾನಂದ ನಾಶ, ಸುರೇಶ, ಯಲ್ಲಪ್ಪ ಮನ್ನಿಕಟ್ಟಿ, ಆನಂದ ಕಂಬಳಕಾಳೆ, ಅಶೋಕ ಚಿತ್ರಗಾರ ಉಪಸ್ಥಿತರಿದ್ದರು. ಇದೇ ಸಂದರ್ಭದಲ್ಲಿ ವಿವಿಧ ಕ್ಷೇತ್ರಗಳಲ್ಲಿ ಸಾಧನೆ ಮಾಡಿದ ಸಾಧಕರಿಗೆ ಸನ್ಮಾನಿಸಲಾಯಿತು.	[683, 1026, 833, 1502]
article3-column-4	[1327, 1027, 1477, 1833]
article1-text-2: ಆದ್ದರಿಂದ ಸಮಾಜದಲ್ಲಿ ದೇವರ ಬಗ್ಗೆ ಭಕ್ತಿ ಹಾಗೂ ವಿಶ್ವಾಸ ಬೆಳೆಸುವುದು ಅತ್ಯಗತ್ಯವೆಂದು ಶ್ರೀಗಳು ಹೇಳಿದರು. ಇಂದಿನ ಆಧುನಿಕ ಯುಗದಲ್ಲಿ ಭೌತಿಕ ಸಾಧನೆಗಳ ಹಿಂದೆ ಓಡುತ್ತಿರುವ ಮನುಷ್ಯ ಆತ್ಮೀಯತೆಯನ್ನು ಮರೆಯುತ್ತಿದ್ದಾನೆ. ಈ ಸಂದರ್ಭದಲ್ಲಿ ಮಠಗಳು ಮತ್ತು ಧಾರ್ಮಿಕ ಕೇಂದ್ರಗಳು ಜನರಿಗೆ ಭಗವಂತನ ಮಹತ್ವವನ್ನು ತಿಳಿಸಿ, ಆಧ್ಯಾತ್ಮಿಕ ಜೀವನದತ್ತ ದಾರಿ ತೋರಿಸಬೇಕು.ಭಗವಂತನಲ್ಲಿ ನಂಬಿಕೆ ಎಂದರೆ ಕೇವಲ ಪೂಜೆ ಮಾಡುವುದಲ್ಲ, ಸತ್ಯ, ಧರ್ಮ, ದಯೆ ಮತ್ತು ಪ್ರೀತಿಯ ಮಾರ್ಗದಲ್ಲಿ ನಡೆಯುವುದಾಗಿದೆ. ಇಂತಹ ನಂಬಿಕೆಯು ವ್ಯಕ್ತಿಯ ಜೀವನವನ್ನು ಉಜ್ವಲಗೊಳಿಸುತ್ತದೆ ಎಂದು ಅವರು ಹೇಳಿದರು. ಮಠಗಳು ಶಿಕ್ಷಣ, ದಾಸೋಹ, ಧಾರ್ಮಿಕ ಪ್ರವಚನಗಳು ಮತ್ತು ಸೇವಾ ಕಾರ್ಯಗಳ ಮೂಲಕ ಜನರ ಮನಸ್ಸಿನಲ್ಲಿ ಆಧ್ಯಾತ್ಮಿಕ ಚಿಂತನೆಯನ್ನು ಮೂಡಿಸುತ್ತವೆ. ಈ ಕಾರ್ಯ ಮತ್ತಷ್ಟು ವಿಸ್ತಾರವಾಗಬೇಕು ಎಂದು ಆಶಿಸಿದ ಶ್ರೀಗಳು ಭಗವಂತನ ಆಶ್ರಯದಲ್ಲಿ ಬದುಕಿದಾಗ ಮಾನವನ ಜೀವನ ಸಾರ್ಥಕ	[365, 297, 516, 811]
article2-headline: ಬನ್ನಿಯವರ ಸಾಹಿತ್ಯ ಸಮಾಜಮುಖಿಯಾಗಿದೆ	[211, 966, 683, 1005]
article3-text-1: ಮಾತನಾಡಿದ ಅವರು, ಕಾನೂನು ಹೋರಾಟದಲ್ಲಿ ಎಪಿಎಂಸಿಗೆ ಜಯ ಸಿಕ್ಕಿದೆ. ಇದು 1994ರಿಂದ ಕೆಲವು ನ್ಯಾಯಾಲಯದಲ್ಲಿದ್ದವು. ಹೈಕೋರ್ಟ್, ಸುಪ್ರೀಂಕೋರ್ಟ್‌ನಲ್ಲಿ ಕೇಸ್‌ಗಳಿದ್ದವು ಎಂದು ವರ್ಷದಲ್ಲಿ ನಮ್ಮ ಪರ ತೀರ್ಪು ಬಂದಿದೆ. ಹುಲಿಮಂಗಲದಲ್ಲಿ 42 ಎಕರೆ ಸ್ವಾಧೀನಕ್ಕೆ ಆಗಿತ್ತು. ಆ ಭೂಮಿಯನ್ನು ಪಡೆಯಲು ಹಲವಾರು ಪಡೆದುಕೊಳ್ಳಲು ಸುಪ್ರೀಂಕೋರ್ಟ್‌ನಲ್ಲಿ ಎಪಿಎಂಸಿ ಹಾಕಿದ್ದರು. 211 ಕೋಟಿ ಹಣವನ್ನು ನಿಗದಿಪಡಿಸಿ, ಮೆಗಾ ಮಾರ್ಕೆಟ್‌ಗೆ 270 ಎಕರೆ ಭೂಮಿ ಎಂದು ಸುಪ್ರೀಂ ಕೋರ್ಟ್‌ನಲ್ಲಿ 485 ಕೋಟಿ ಹಣವನ್ನು ನಿಗದಿಪಡಿಸಿದೆ.	[847, 1200, 1010, 1483]
article1-column-4	[688, 537, 839, 953]
article1-column-5	[847, 537, 998, 953]
article2-text-2: ಕವನಸಂಕಲ ಲೋಕಾರ್ಪಣೆ ಕಾರ್ಯಕ್ರಮದ ದಿವ್ಯಸಾನಿಧ್ಯವಹಿಸಿ ಮಾತನಾಡಿ, ಪ್ರಶಸ್ತಿ ಪುರಸ್ಕಾರಗಳು ಮನುಷ್ಯನ ವ್ಯಕ್ತಿತ್ವವನ್ನು ಮತ್ತಷ್ಟು ವೃದ್ಧಿಸುತ್ತವೆ. ಪ್ರಶಸ್ತಿ ಸ್ವೀಕರಿಸುವ ವ್ಯಕ್ತಿಗಳಿಗಿಂತ ಪ್ರಶಸ್ತಿ ಕೊಡುವವರ ವ್ಯಕ್ತಿತ್ವವು ಅಷ್ಟೇ ಪವಿತ್ರವಾದದ್ದು ಎಂದರು. ಜಯಶ್ರೀ ಭಂಡಾರಿಯವರ ಹೃದಯ ಹಣತೆ ಕವನ ಸಂಕಲನವನ್ನು ಲೋಕಾರ್ಪಣೆಗೊಳಿಸಿ ಮಾತನಾಡಿದ ಮುದ್ದೇಬಿಹಾಳದ ಎಂಜಿವ್ಹಿಸಿ ಮಹಾವಿದ್ಯಾಲಯದ ಕನ್ನಡ ವಿಭಾಗದ ಮುಖ್ಯಸ್ಥ ಡಾ. ಪ್ರಕಾಶ ನರಗುಂದ, ಕಾವ್ಯವು ಪದಗಳ ಜೋಡಣೆಯಲ್ಲ, ಬದಲಾಗಿ ರಸ, ಭಂದಸ್ಸು, ಧ್ವನಿ ಮತ್ತು ರೂಪಕಗಳ ಮೂಲಕ ಓದುಗನ ಮನಸ್ಸನ್ನು ತಲುಪುವ	[365, 1246, 514, 1568]
article1-text-3: ಕಾಣುತ್ತದೆ. ಪ್ರತಿಯೊಬ್ಬರೂ ದೇವರ ಮೇಲಿನ ನಂಬಿಕೆಯನ್ನು ಬೆಳೆಸಿಕೊಂಡು, ಧರ್ಮ ಮಾರ್ಗದಲ್ಲಿ ಸಾಗಬೇಕು ಎಂದು ಶ್ರೀಗಳು ಆಶೀರ್ವದಿಸಿದರು. ಸದಾ ಶಿವ ಸ್ವಾಮಿಗಳವರ ಸಂಸ್ಮರಣೋತ್ಸವವು ನಮ್ಮೆಲ್ಲರಿಗೂ ಅತ್ಯಂತ ಭಾವನಾತ್ಮಕ ಹಾಗೂ ಪ್ರೇರಣಾದಾಯಕ ಕ್ಷಣವಾಗಿದೆ. ಒಬ್ಬ ಮಹಾನ್ ಸಂತ, ಆಧ್ಯಾತ್ಮಿಕ ಚೇತನ, ಸಮಾಜ ಸುಧಾರಕ ಮತ್ತು ಮಾನವ ತಾವಾದಿಯನ್ನು ಸ್ಮರಿಸುವ ಈ ಪುಣ್ಯ ಸಂದರ್ಭದಲ್ಲಿ ಅವರ ಪವಿತ್ರ ಜೀವನ, ಅಪಾರ ಸೇವೆ ಮತ್ತು ಅಮೂಲ್ಯ ಸಂದೇಶಗಳನ್ನು ನೆನೆಯುವುದು ನಮ್ಮೆಲ್ಲರ ಭಾಗ್ಯವಾಗಿದೆ.	[530, 539, 680, 842]
